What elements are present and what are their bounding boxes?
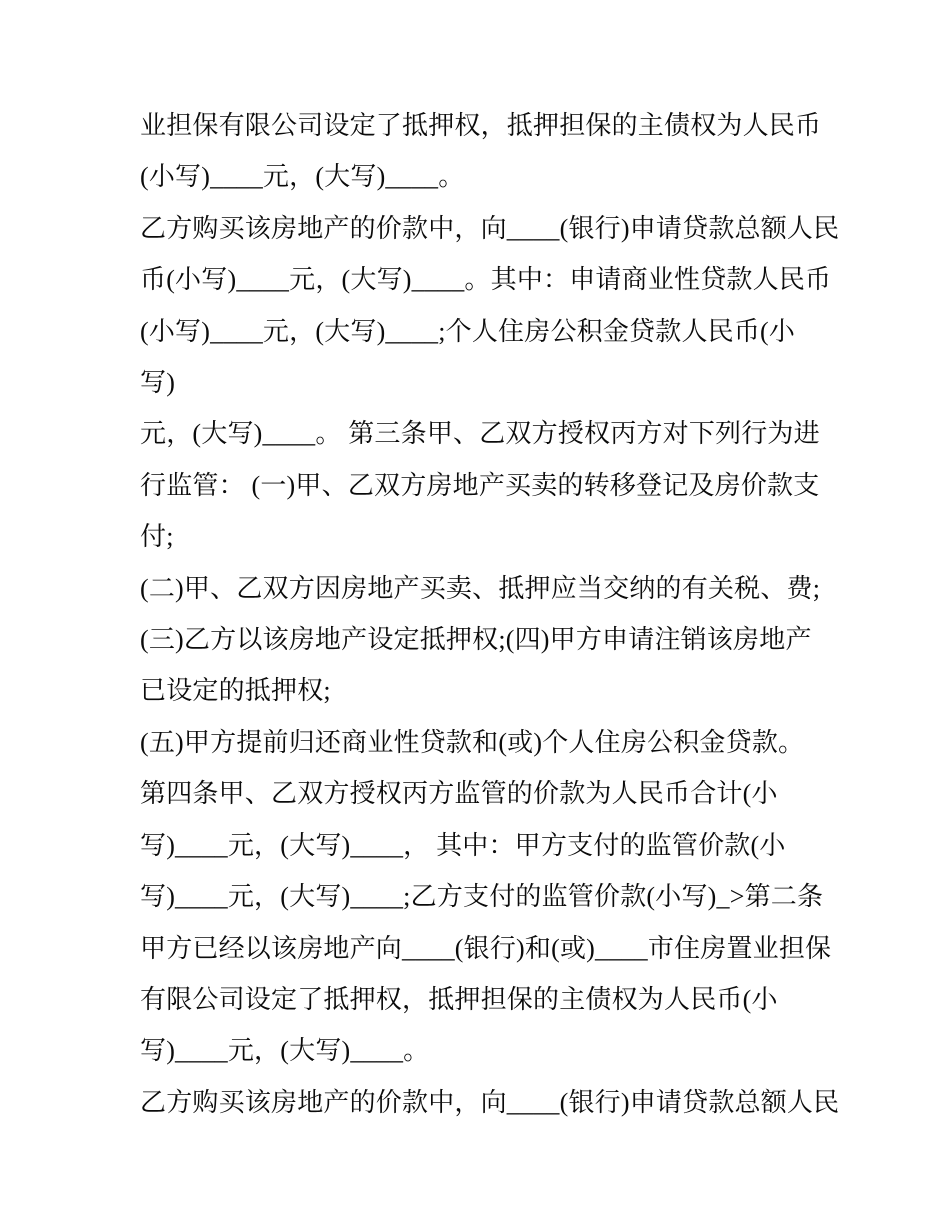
text-line-15: 写)____元，(大写)____， 其中：甲方支付的监管价款(小 (140, 830, 786, 860)
text-line-3: 乙方购买该房地产的价款中，向____(银行)申请贷款总额人民 (140, 213, 840, 243)
text-line-2: (小写)____元，(大写)____。 (140, 162, 465, 192)
text-line-13: (五)甲方提前归还商业性贷款和(或)个人住房公积金贷款。 (140, 727, 805, 757)
text-line-19: 写)____元，(大写)____。 (140, 1036, 430, 1066)
text-line-14: 第四条甲、乙双方授权丙方监管的价款为人民币合计(小 (140, 779, 778, 809)
text-line-6: 写) (140, 368, 176, 398)
text-line-18: 有限公司设定了抵押权，抵押担保的主债权为人民币(小 (140, 984, 778, 1014)
text-line-1: 业担保有限公司设定了抵押权，抵押担保的主债权为人民币 (140, 111, 822, 140)
text-line-9: 付; (140, 522, 174, 552)
text-line-16: 写)____元，(大写)____;乙方支付的监管价款(小写)_>第二条 (140, 882, 824, 912)
text-line-5: (小写)____元，(大写)____;个人住房公积金贷款人民币(小 (140, 316, 796, 346)
text-line-10: (二)甲、乙双方因房地产买卖、抵押应当交纳的有关税、费; (140, 573, 821, 603)
text-line-8: 行监管： (一)甲、乙双方房地产买卖的转移登记及房价款支 (140, 470, 820, 500)
text-line-17: 甲方已经以该房地产向____(银行)和(或)____市住房置业担保 (140, 933, 832, 963)
text-line-20: 乙方购买该房地产的价款中，向____(银行)申请贷款总额人民 (140, 1087, 840, 1117)
text-line-7: 元，(大写)____。 第三条甲、乙双方授权丙方对下列行为进 (140, 419, 820, 449)
text-line-11: (三)乙方以该房地产设定抵押权;(四)甲方申请注销该房地产 (140, 625, 812, 655)
text-line-4: 币(小写)____元，(大写)____。其中：申请商业性贷款人民币 (140, 265, 832, 295)
text-line-12: 已设定的抵押权; (140, 676, 331, 706)
